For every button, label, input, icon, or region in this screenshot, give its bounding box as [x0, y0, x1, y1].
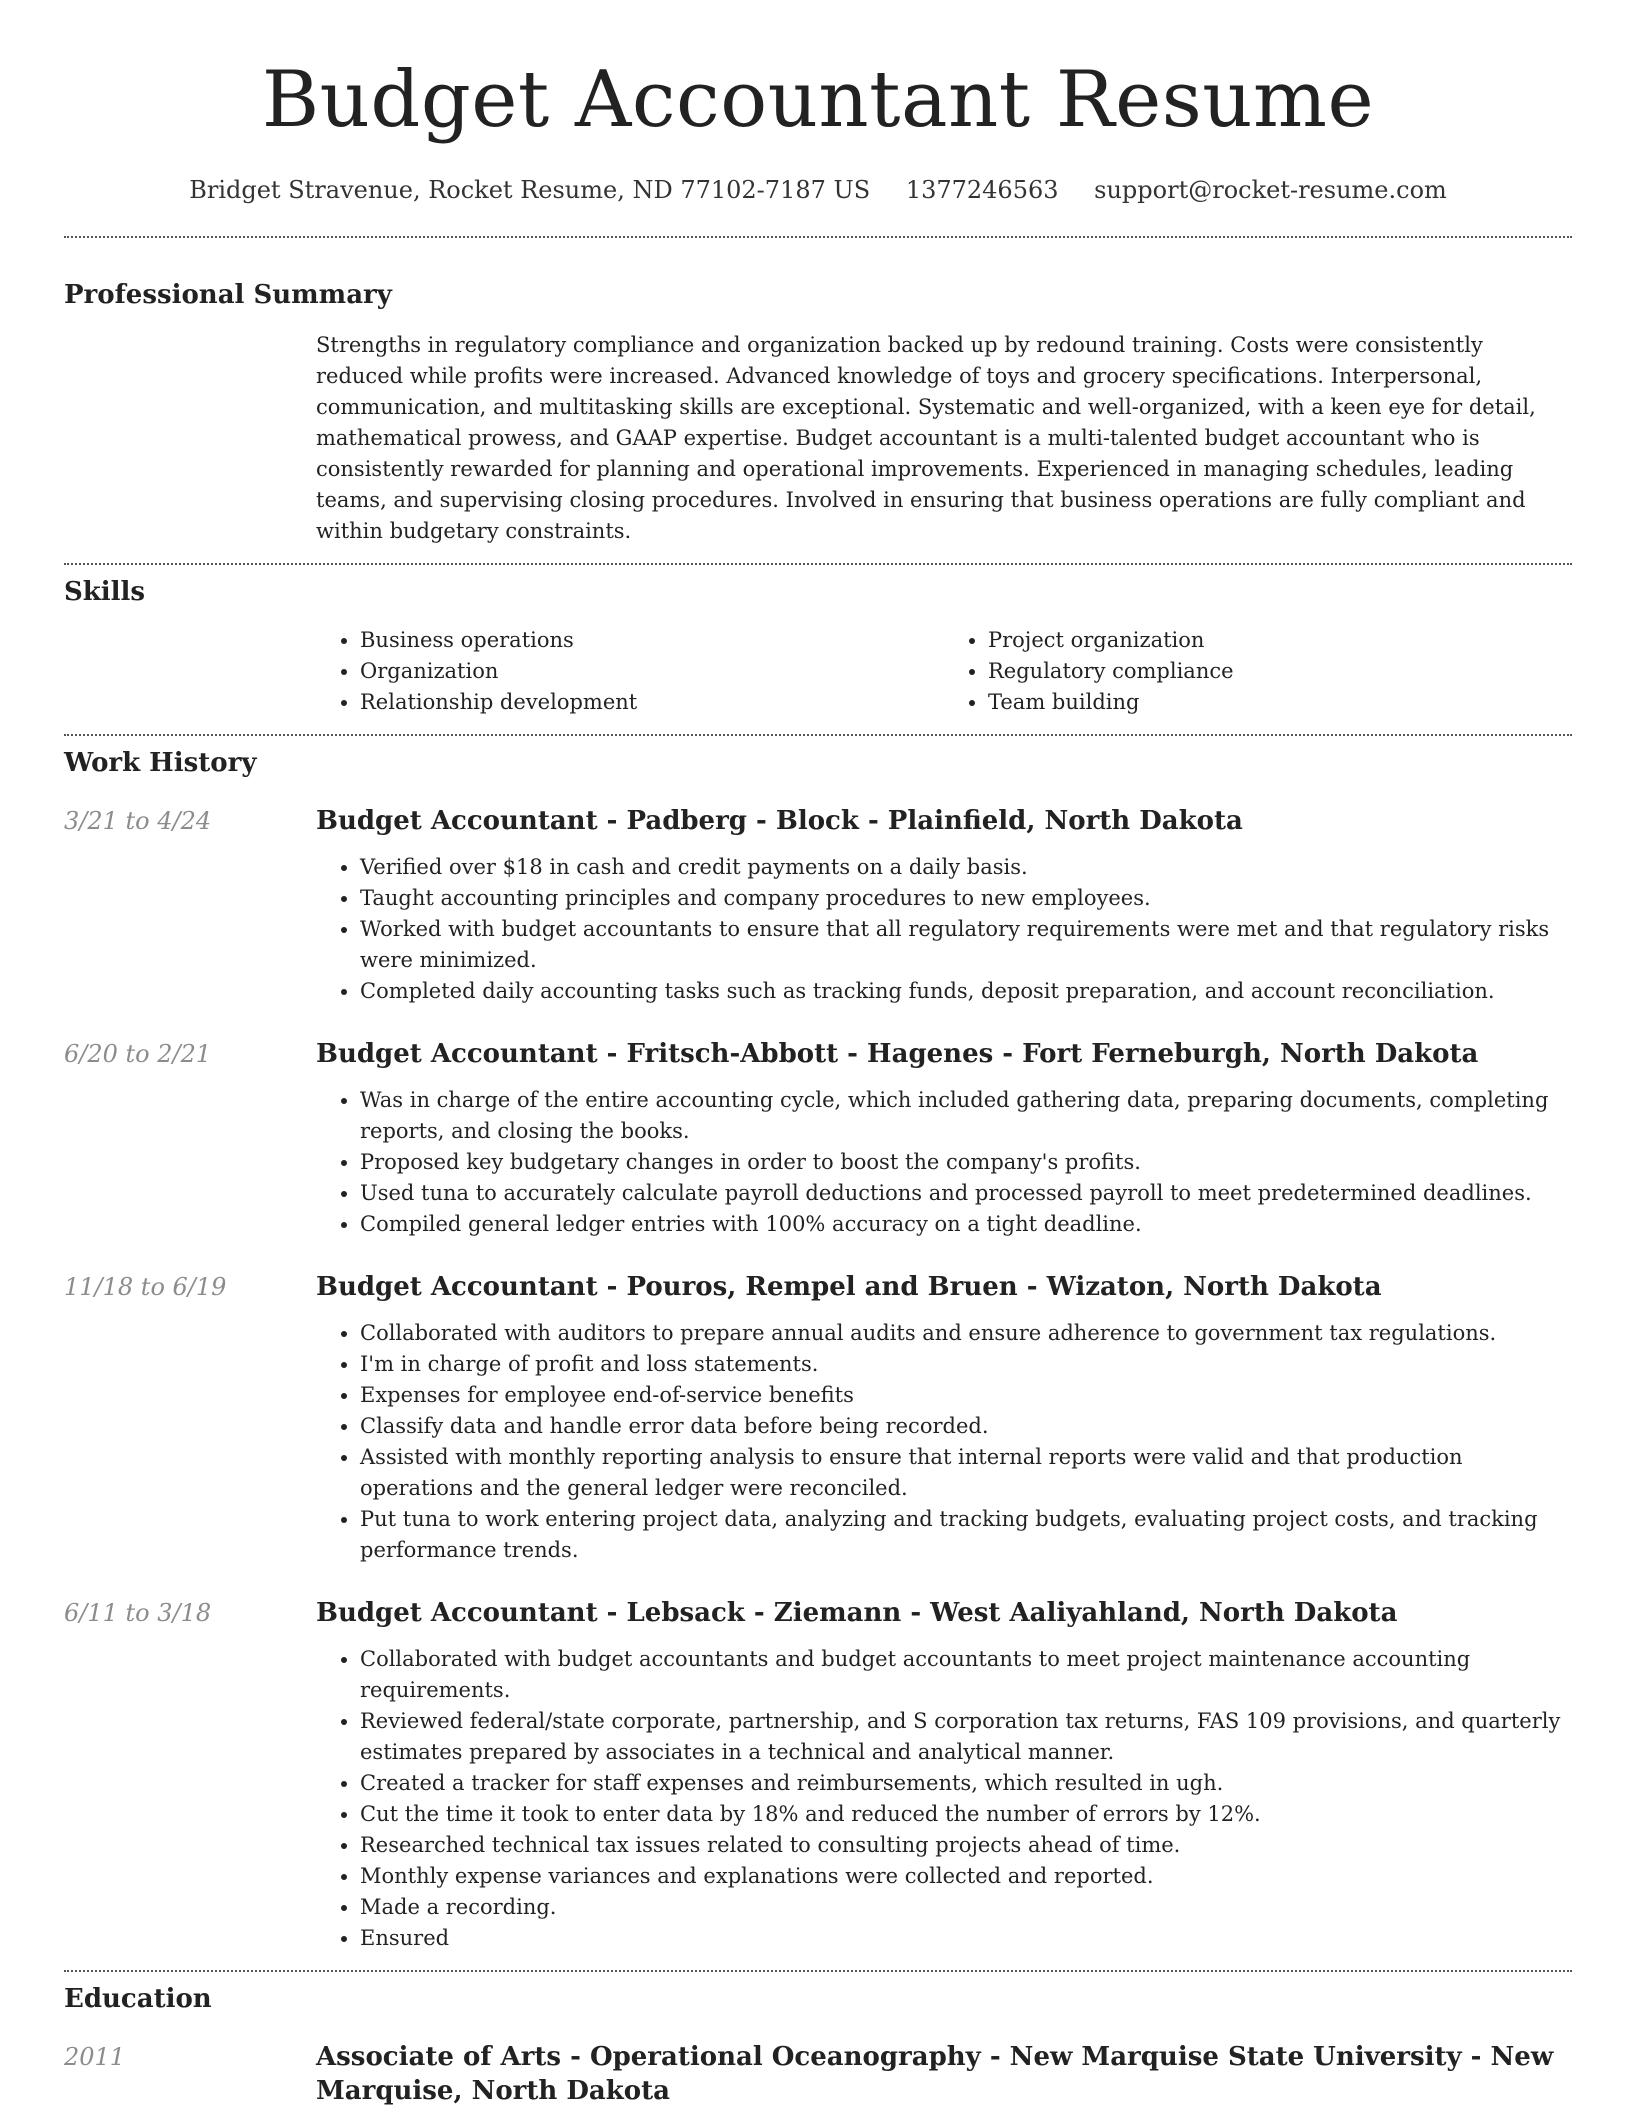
job-entry: [64, 1037, 1572, 1240]
education-details: [316, 2040, 1572, 2108]
job-bullet: • Worked with budget accountants to ensure that all regulatory requirements were met and that regulatory risks were minimized.: [360, 914, 1572, 976]
job-bullet: • Put tuna to work entering project data, analyzing and tracking budgets, evaluating project costs, and tracking performance trends.: [360, 1504, 1572, 1566]
contact-line: [64, 174, 1572, 206]
summary-heading: Professional Summary: [64, 280, 392, 310]
section-divider: [64, 236, 1572, 238]
summary-text: Strengths in regulatory compliance and organization backed up by redound training. Costs were consistently reduced while profits were increased. Advanced knowledge of toys and grocery specifications. Interpersonal, communication, and multitasking skills are exceptional. Systematic and well-organized, with a keen eye for detail, mathematical prowess, and GAAP expertise. Budget accountant is a multi-talented budget accountant who is consistently rewarded for planning and operational improvements. Experienced in managing schedules, leading teams, and supervising closing procedures. Involved in ensuring that business operations are fully compliant and within budgetary constraints.: [316, 333, 1536, 543]
job-bullet: • Created a tracker for staff expenses and reimbursements, which resulted in ugh.: [360, 1768, 1572, 1799]
job-bullet: • Researched technical tax issues related to consulting projects ahead of time.: [360, 1830, 1572, 1861]
job-bullet: • Classify data and handle error data before being recorded.: [360, 1411, 1572, 1442]
job-bullets: [316, 1318, 1572, 1566]
education-year: 2011: [64, 2043, 126, 2071]
skills-list-right: [944, 625, 1572, 718]
job-bullets: [316, 852, 1572, 1007]
job-bullet: • Was in charge of the entire accounting cycle, which included gathering data, preparing documents, completing reports, and closing the books.: [360, 1085, 1572, 1147]
skills-list-left: [316, 625, 944, 718]
section-divider: [64, 563, 1572, 565]
skills-section: [316, 625, 1572, 718]
job-bullet: • Ensured: [360, 1923, 1572, 1954]
job-bullet: • Completed daily accounting tasks such as tracking funds, deposit preparation, and account reconciliation.: [360, 976, 1572, 1007]
job-entry: [64, 1596, 1572, 1954]
job-dates: 6/20 to 2/21: [64, 1040, 212, 1068]
job-details: [316, 1037, 1572, 1240]
job-bullet: • Verified over $18 in cash and credit payments on a daily basis.: [360, 852, 1572, 883]
skill-item: • Business operations: [360, 625, 944, 656]
work-heading: Work History: [64, 748, 257, 778]
summary-section: [316, 330, 1572, 547]
skill-item: • Relationship development: [360, 687, 944, 718]
job-bullet: • Assisted with monthly reporting analysis to ensure that internal reports were valid and that production operations and the general ledger were reconciled.: [360, 1442, 1572, 1504]
job-bullets: [316, 1644, 1572, 1954]
job-bullet: • Expenses for employee end-of-service benefits: [360, 1380, 1572, 1411]
job-title: Budget Accountant - Lebsack - Ziemann - West Aaliyahland, North Dakota: [316, 1598, 1398, 1628]
job-dates: 3/21 to 4/24: [64, 807, 212, 835]
skill-item: • Team building: [988, 687, 1572, 718]
education-title: Associate of Arts - Operational Oceanography - New Marquise State University - New Marquise, North Dakota: [316, 2042, 1554, 2106]
skill-item: • Organization: [360, 656, 944, 687]
job-bullet: • Taught accounting principles and company procedures to new employees.: [360, 883, 1572, 914]
job-bullets: [316, 1085, 1572, 1240]
contact-email: support@rocket-resume.com: [1094, 176, 1447, 204]
job-bullet: • Collaborated with budget accountants and budget accountants to meet project maintenance accounting requirements.: [360, 1644, 1572, 1706]
education-entry: [64, 2040, 1572, 2108]
resume-page: [64, 0, 1572, 2108]
job-title: Budget Accountant - Pouros, Rempel and Bruen - Wizaton, North Dakota: [316, 1272, 1382, 1302]
resume-title: Budget Accountant Resume: [261, 55, 1375, 145]
job-bullet: • Cut the time it took to enter data by 18% and reduced the number of errors by 12%.: [360, 1799, 1572, 1830]
job-details: [316, 1596, 1572, 1954]
job-bullet: • Collaborated with auditors to prepare annual audits and ensure adherence to government tax regulations.: [360, 1318, 1572, 1349]
contact-address: Bridget Stravenue, Rocket Resume, ND 77102-7187 US: [189, 176, 871, 204]
section-divider: [64, 734, 1572, 736]
job-details: [316, 1270, 1572, 1566]
job-bullet: • Made a recording.: [360, 1892, 1572, 1923]
job-bullet: • Compiled general ledger entries with 100% accuracy on a tight deadline.: [360, 1209, 1572, 1240]
section-divider: [64, 1970, 1572, 1972]
education-heading: Education: [64, 1984, 212, 2014]
skill-item: • Project organization: [988, 625, 1572, 656]
job-title: Budget Accountant - Fritsch-Abbott - Hagenes - Fort Ferneburgh, North Dakota: [316, 1039, 1479, 1069]
job-details: [316, 804, 1572, 1007]
job-title: Budget Accountant - Padberg - Block - Plainfield, North Dakota: [316, 806, 1243, 836]
job-bullet: • Proposed key budgetary changes in order to boost the company's profits.: [360, 1147, 1572, 1178]
skills-heading: Skills: [64, 577, 146, 607]
contact-phone: 1377246563: [905, 176, 1059, 204]
job-dates: 6/11 to 3/18: [64, 1599, 212, 1627]
job-bullet: • Reviewed federal/state corporate, partnership, and S corporation tax returns, FAS 109 provisions, and quarterly estimates prepared by associates in a technical and analytical manner.: [360, 1706, 1572, 1768]
job-bullet: • Used tuna to accurately calculate payroll deductions and processed payroll to meet predetermined deadlines.: [360, 1178, 1572, 1209]
job-dates: 11/18 to 6/19: [64, 1273, 227, 1301]
job-bullet: • I'm in charge of profit and loss statements.: [360, 1349, 1572, 1380]
job-entry: [64, 804, 1572, 1007]
job-bullet: • Monthly expense variances and explanations were collected and reported.: [360, 1861, 1572, 1892]
job-entry: [64, 1270, 1572, 1566]
skill-item: • Regulatory compliance: [988, 656, 1572, 687]
